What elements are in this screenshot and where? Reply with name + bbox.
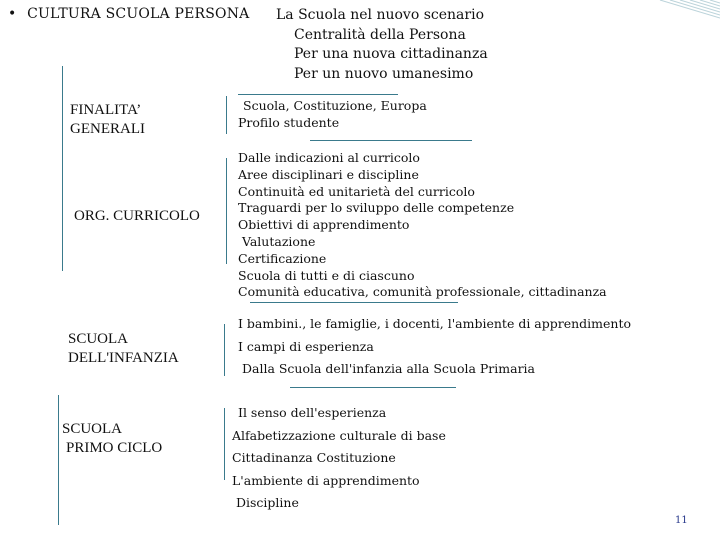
subtitle-line: La Scuola nel nuovo scenario (276, 7, 484, 23)
label-curricolo: ORG. CURRICOLO (74, 208, 200, 224)
left-bracket-line (58, 395, 59, 525)
subtitle-line: Per una nuova cittadinanza (294, 46, 488, 62)
bullet: • (8, 6, 17, 22)
section-item: Scuola di tutti e di ciascuno (238, 267, 415, 283)
section-item: Dalle indicazioni al curricolo (238, 150, 420, 165)
label-infanzia: SCUOLA DELL'INFANZIA (68, 331, 179, 366)
section-primo (232, 402, 446, 515)
section-item: Obiettivi di apprendimento (238, 217, 410, 233)
section-finalita (238, 98, 427, 132)
header-title-row (8, 6, 249, 22)
separator-line (310, 140, 472, 141)
section-item: Cittadinanza Costituzione (232, 450, 396, 466)
header-title: CULTURA SCUOLA PERSONA (27, 6, 250, 22)
subtitle-line: Per un nuovo umanesimo (294, 65, 474, 82)
section-item: Valutazione (238, 233, 316, 249)
separator-line (238, 94, 398, 95)
section-curricolo (238, 150, 607, 301)
section-item: Aree disciplinari e discipline (238, 166, 419, 182)
section-item: Dalla Scuola dell'infanzia alla Scuola Primaria (238, 361, 536, 376)
subtitle-line: Centralità della Persona (294, 26, 466, 43)
divider-vertical (224, 324, 225, 376)
section-item: Comunità educativa, comunità professionale, cittadinanza (238, 284, 607, 300)
label-primo-ciclo: SCUOLA PRIMO CICLO (62, 421, 163, 456)
divider-vertical (226, 158, 227, 264)
section-item: Continuità ed unitarietà del curricolo (238, 183, 475, 199)
header-subtitle (276, 6, 488, 84)
section-infanzia (238, 313, 631, 381)
divider-vertical (226, 96, 227, 134)
section-item: Il senso dell'esperienza (238, 405, 387, 420)
section-item: I campi di esperienza (238, 338, 374, 354)
corner-decoration (640, 0, 720, 40)
left-bracket-line (62, 66, 63, 271)
label-finalita: FINALITA’ GENERALI (70, 102, 145, 137)
separator-line (250, 302, 458, 303)
divider-vertical (224, 408, 225, 480)
separator-line (290, 387, 456, 388)
section-item: Alfabetizzazione culturale di base (232, 427, 446, 443)
page-number: 11 (675, 515, 688, 526)
section-item: Profilo studente (238, 114, 340, 130)
section-item: Certificazione (238, 250, 327, 266)
section-item: L'ambiente di apprendimento (232, 472, 420, 488)
section-item: I bambini., le famiglie, i docenti, l'ambiente di apprendimento (238, 316, 632, 331)
section-item: Scuola, Costituzione, Europa (243, 98, 427, 113)
section-item: Traguardi per lo sviluppo delle competenze (238, 200, 515, 216)
section-item: Discipline (232, 495, 299, 511)
